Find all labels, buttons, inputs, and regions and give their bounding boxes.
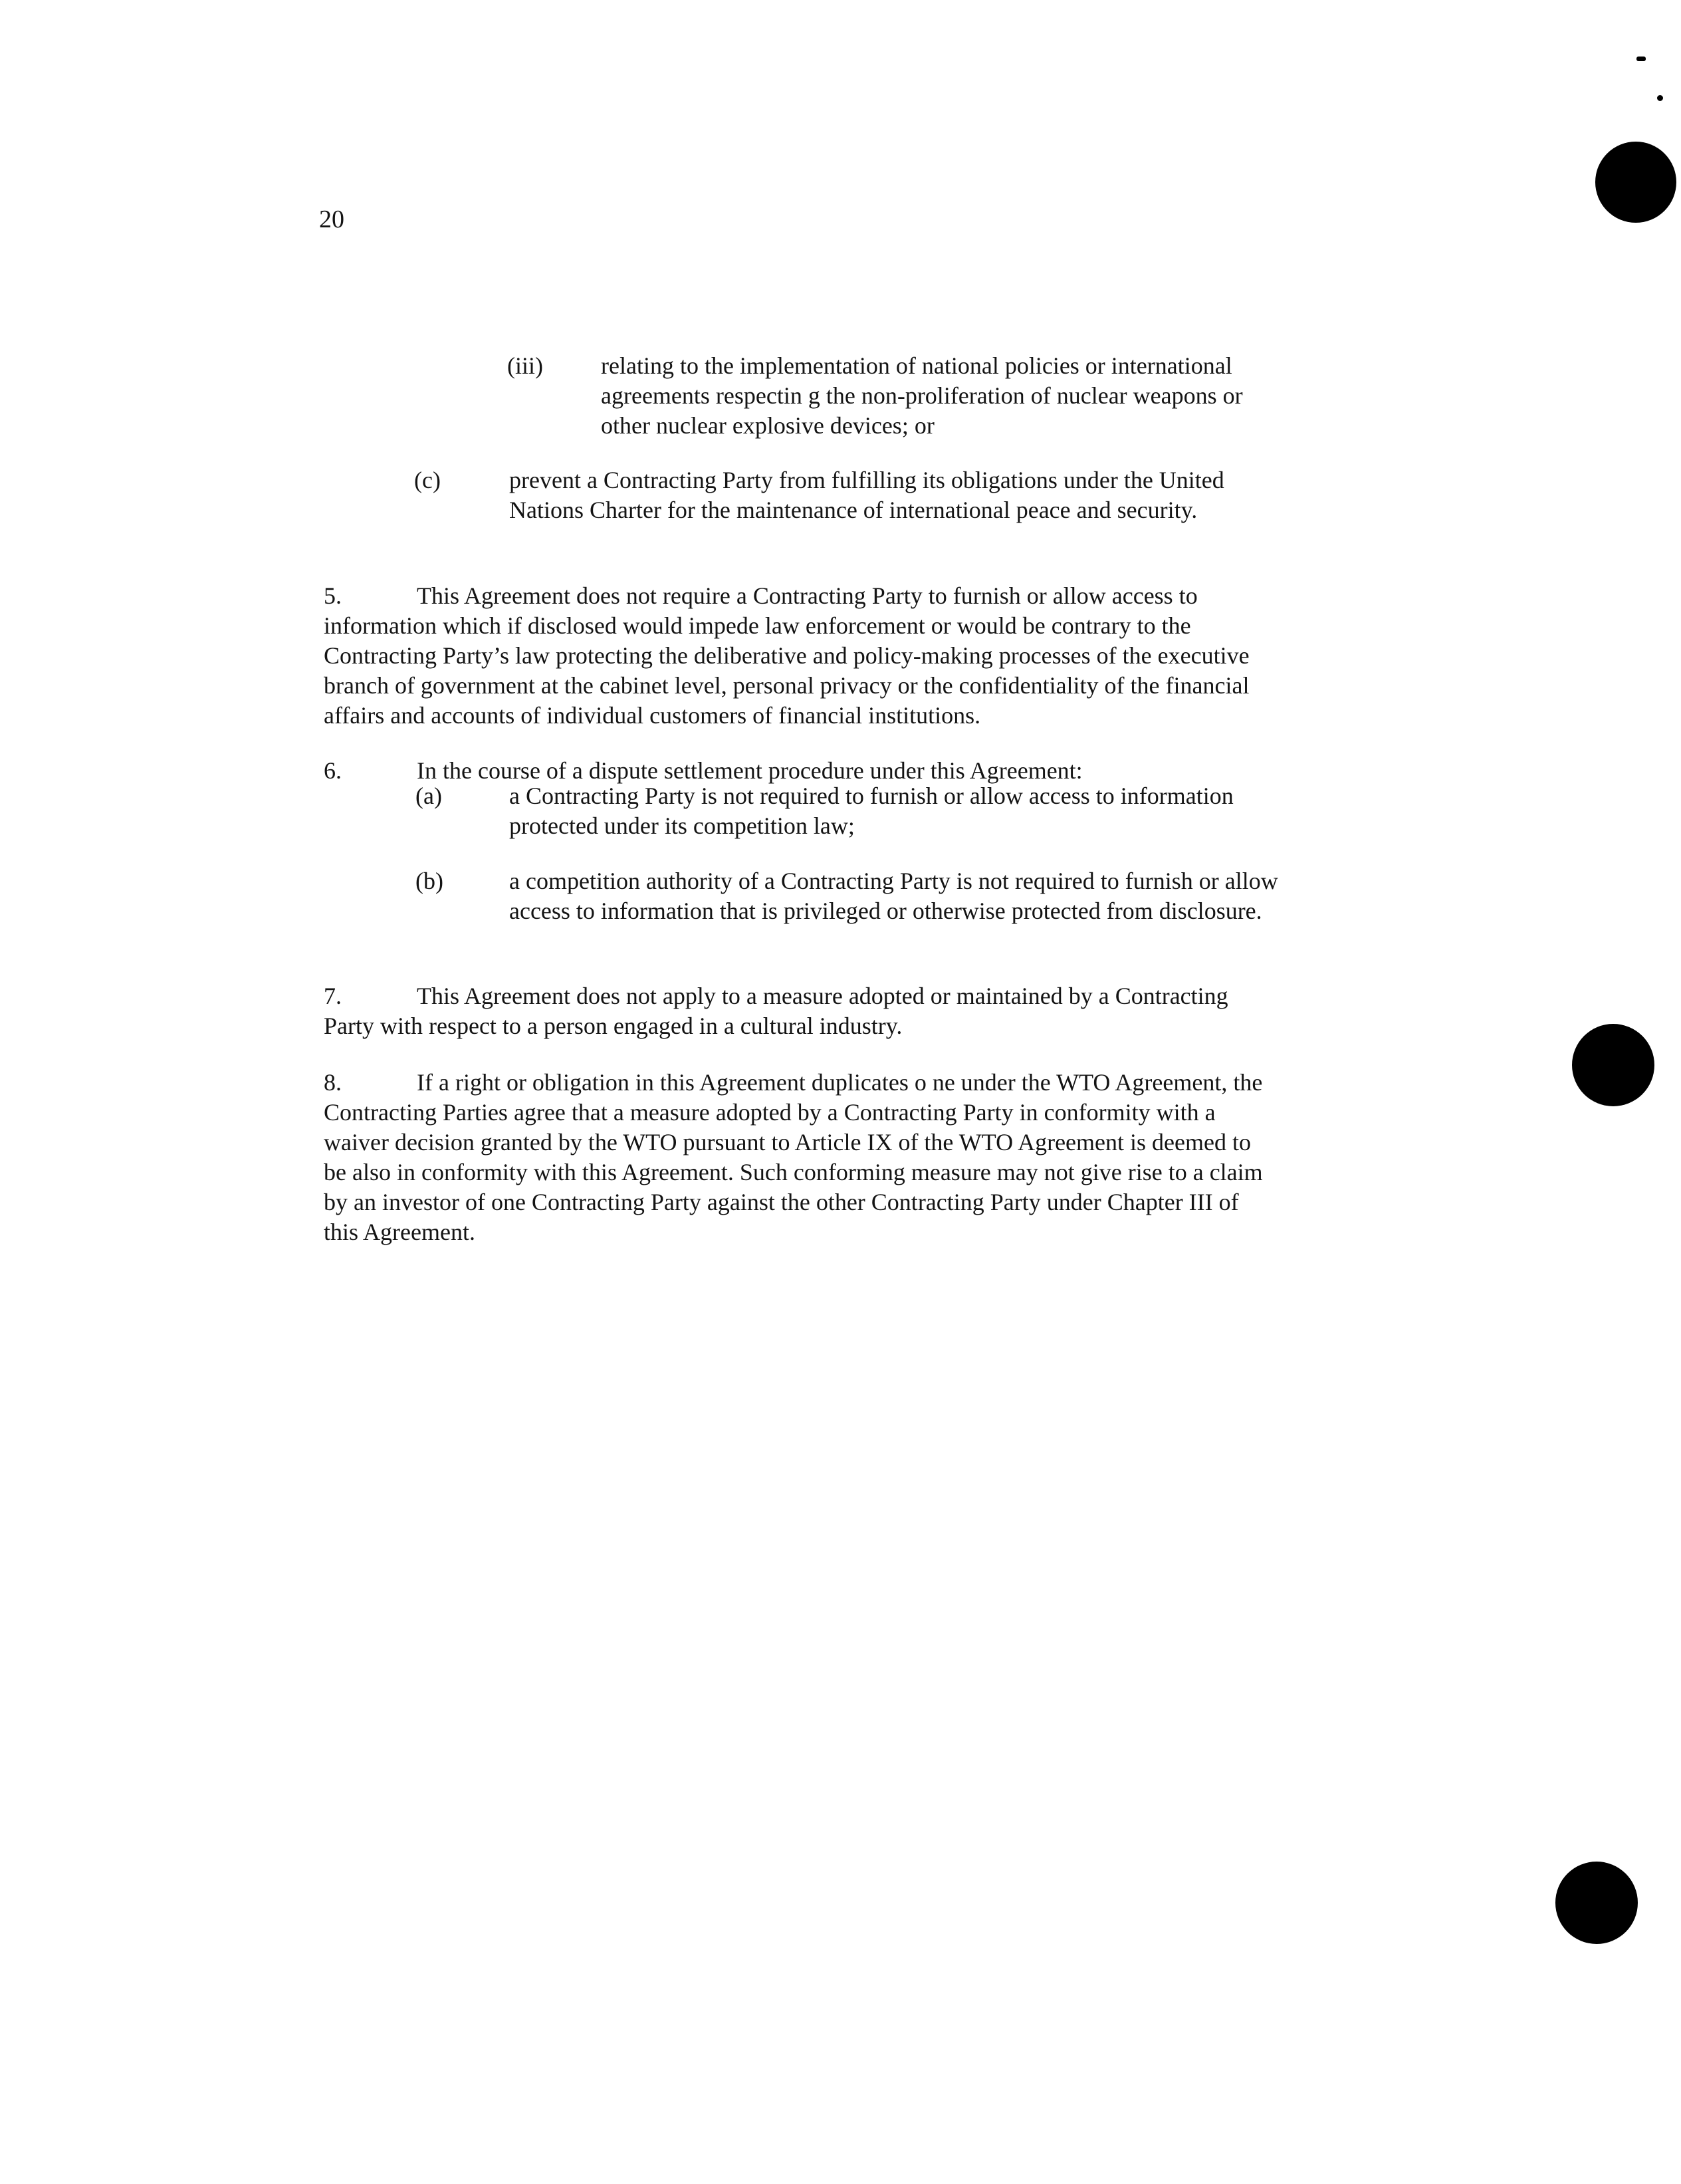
item-6a-label: (a)	[415, 783, 442, 809]
paragraph-7-number: 7.	[324, 983, 342, 1009]
punch-hole-bottom	[1555, 1862, 1638, 1944]
paragraph-5-body: information which if disclosed would impede law enforcement or would be contrary to the Contracting Party’s law protecting the deliberative and policy-making processes of the executive branch of government at the cabinet level, personal privacy or the confidentiality of the financial affairs and accounts of individual customers of financial institutions.	[324, 612, 1250, 729]
paragraph-5-first-line: This Agreement does not require a Contracting Party to furnish or allow access to	[417, 582, 1198, 609]
item-6b-label: (b)	[415, 868, 443, 894]
scan-speck	[1636, 57, 1646, 61]
punch-hole-top	[1595, 142, 1676, 223]
paragraph-6-number: 6.	[324, 757, 342, 784]
paragraph-8-first-line: If a right or obligation in this Agreement duplicates o ne under the WTO Agreement, the	[417, 1069, 1263, 1096]
scan-speck	[1657, 95, 1663, 101]
paragraph-5-number: 5.	[324, 582, 342, 609]
item-c-text: prevent a Contracting Party from fulfilling its obligations under the United Nations Charter for the maintenance of international peace and security.	[509, 467, 1224, 523]
item-iii-text: relating to the implementation of national policies or international agreements respectin g the non-proliferation of nuclear weapons or other nuclear explosive devices; or	[601, 352, 1243, 439]
item-iii	[0, 351, 1681, 444]
paragraph-7-first-line: This Agreement does not apply to a measure adopted or maintained by a Contracting	[417, 983, 1228, 1009]
item-c-label: (c)	[414, 467, 441, 493]
item-c	[0, 465, 1681, 529]
paragraph-6-text: In the course of a dispute settlement procedure under this Agreement:	[417, 757, 1083, 784]
item-6b	[0, 866, 1681, 929]
punch-hole-middle	[1572, 1024, 1654, 1106]
page-number: 20	[319, 205, 344, 233]
paragraph-8-body: Contracting Parties agree that a measure adopted by a Contracting Party in conformity with a waiver decision granted by the WTO pursuant to Article IX of the WTO Agreement is deemed to be also in conformity with this Agreement. Such conforming measure may not give rise to a claim by an investor of one Contracting Party against the other Contracting Party under Chapter III of this Agreement.	[324, 1099, 1263, 1245]
item-6a-text: a Contracting Party is not required to furnish or allow access to information protected under its competition law;	[509, 783, 1234, 839]
paragraph-7-body: Party with respect to a person engaged in a cultural industry.	[324, 1013, 903, 1039]
item-iii-label: (iii)	[507, 352, 543, 379]
paragraph-8-number: 8.	[324, 1069, 342, 1096]
paragraph-6	[324, 726, 1361, 786]
item-6a	[0, 781, 1681, 844]
paragraph-8	[324, 1038, 1374, 1277]
item-6b-text: a competition authority of a Contracting Party is not required to furnish or allow access to information that is privileged or otherwise protected from disclosure.	[509, 868, 1278, 924]
